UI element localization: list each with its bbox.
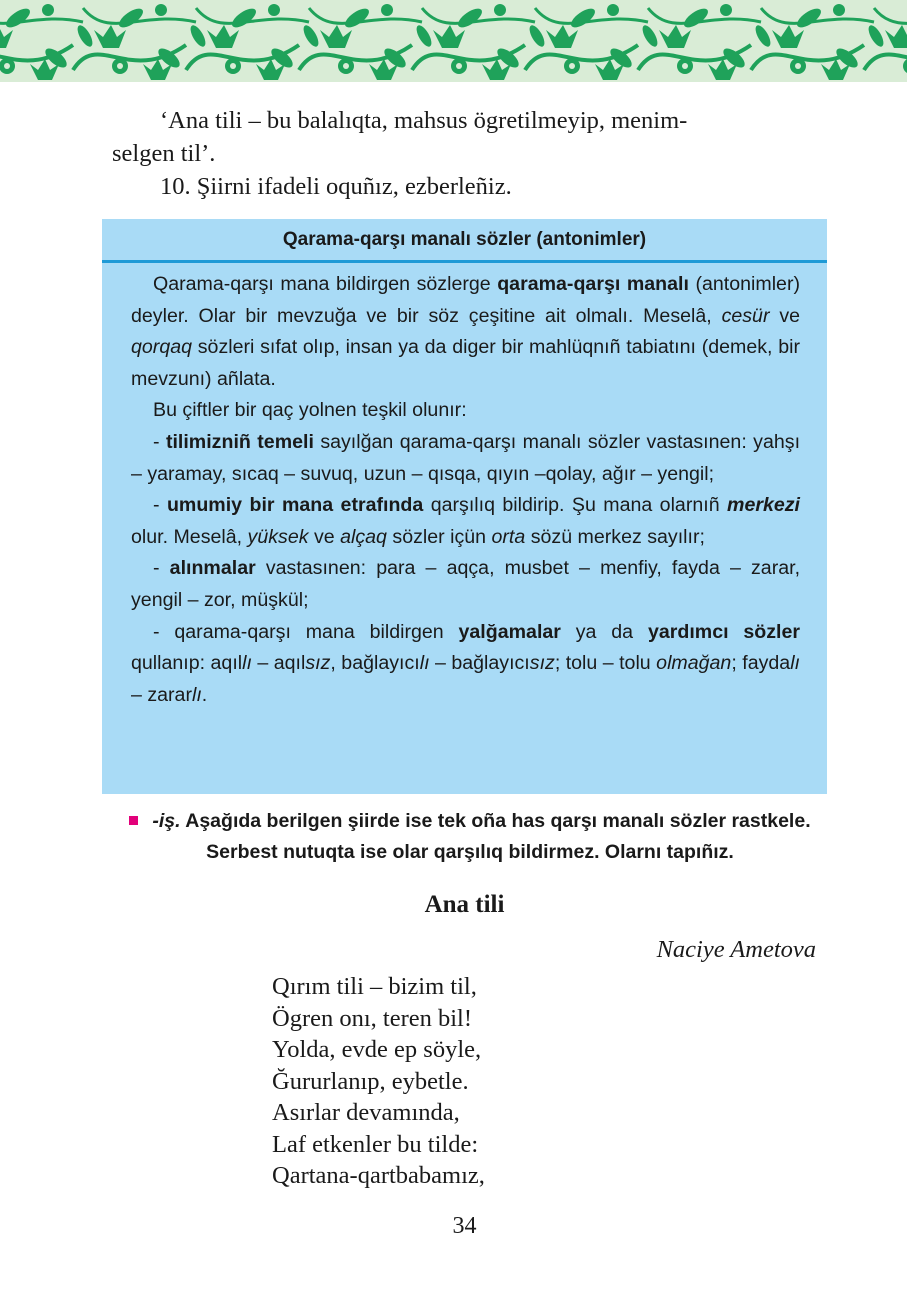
square-bullet-icon (129, 816, 138, 825)
rule-paragraph-definition: Qarama-qarşı mana bildirgen sözlerge qarama-qarşı manalı (antonimler) deyler. Olar bir mevzuğa ve bir söz çeşitine ait olmalı. Meselâ, cesür ve qorqaq sözleri sıfat olıp, insan ya da diger bir mahlüqnıñ tabiatını (demek, bir mevzunı) añlata. (131, 273, 801, 390)
poem-line: Asırlar devamında, (272, 1099, 460, 1126)
rule-box (102, 219, 827, 794)
rule-box-body (131, 269, 800, 711)
poem-line: Yolda, evde ep söyle, (272, 1036, 482, 1063)
page-number: 34 (452, 1213, 477, 1239)
poem-line: Laf etkenler bu tilde: (272, 1130, 479, 1158)
poem-author: Naciye Ametova (656, 936, 816, 963)
rule-box-title: Qarama-qarşı manalı sözler (antonimler) (282, 229, 647, 250)
intro-line-1: ‘Ana tili – bu balalıqta, mahsus ögretilmeyip, menim- (160, 107, 688, 134)
rule-item-suffixes: - qarama-qarşı mana bildirgen yalğamalar ya da yardımcı sözler qullanıp: aqıllı – aqılsız, bağlayıcılı – bağlayıcısız; tolu – tolu olmağan; faydalı – zararlı. (131, 620, 801, 706)
exercise-label: -iş. (152, 810, 181, 832)
poem-line: Ögren onı, teren bil! (272, 1004, 473, 1032)
exercise-task (120, 806, 820, 868)
task-10: 10. Şiirni ifadeli oquñız, ezberleñiz. (160, 173, 512, 200)
rule-item-common-meaning: - umumiy bir mana etrafında qarşılıq bildirip. Şu mana olarnıñ merkezi olur. Meselâ, yüksek ve alçaq sözler içün orta sözü merkez sayılır; (131, 494, 800, 548)
intro-paragraph (112, 104, 817, 170)
ornament-banner (0, 0, 907, 82)
poem-line: Qırım tili – bizim til, (272, 973, 477, 1000)
rule-paragraph-ways: Bu çiftler bir qaç yolnen teşkil olunır: (153, 399, 467, 422)
exercise-text: Aşağıda berilgen şiirde ise tek oña has qarşı manalı sözler rastkele. Serbest nutuqta ise olar qarşılıq bildirmez. Olarnı tapıñız. (180, 810, 811, 863)
poem-body (272, 971, 485, 1192)
rule-box-divider (102, 260, 827, 263)
poem-line: Ğururlanıp, eybetle. (272, 1067, 469, 1095)
intro-line-2: selgen til’. (112, 140, 216, 167)
poem-line: Qartana-qartbabamız, (272, 1162, 485, 1189)
poem-title: Ana tili (424, 891, 505, 918)
floral-ornament-icon (0, 0, 907, 82)
rule-item-basic: - tilimizniñ temeli sayılğan qarama-qarşı manalı sözler vastasınen: yahşı – yaramay, sıcaq – suvuq, uzun – qısqa, qıyın –qolay, ağır – yengil; (131, 430, 801, 485)
rule-item-loanwords: - alınmalar vastasınen: para – aqça, musbet – menfiy, fayda – zarar, yengil – zor, müşkül; (131, 557, 801, 611)
